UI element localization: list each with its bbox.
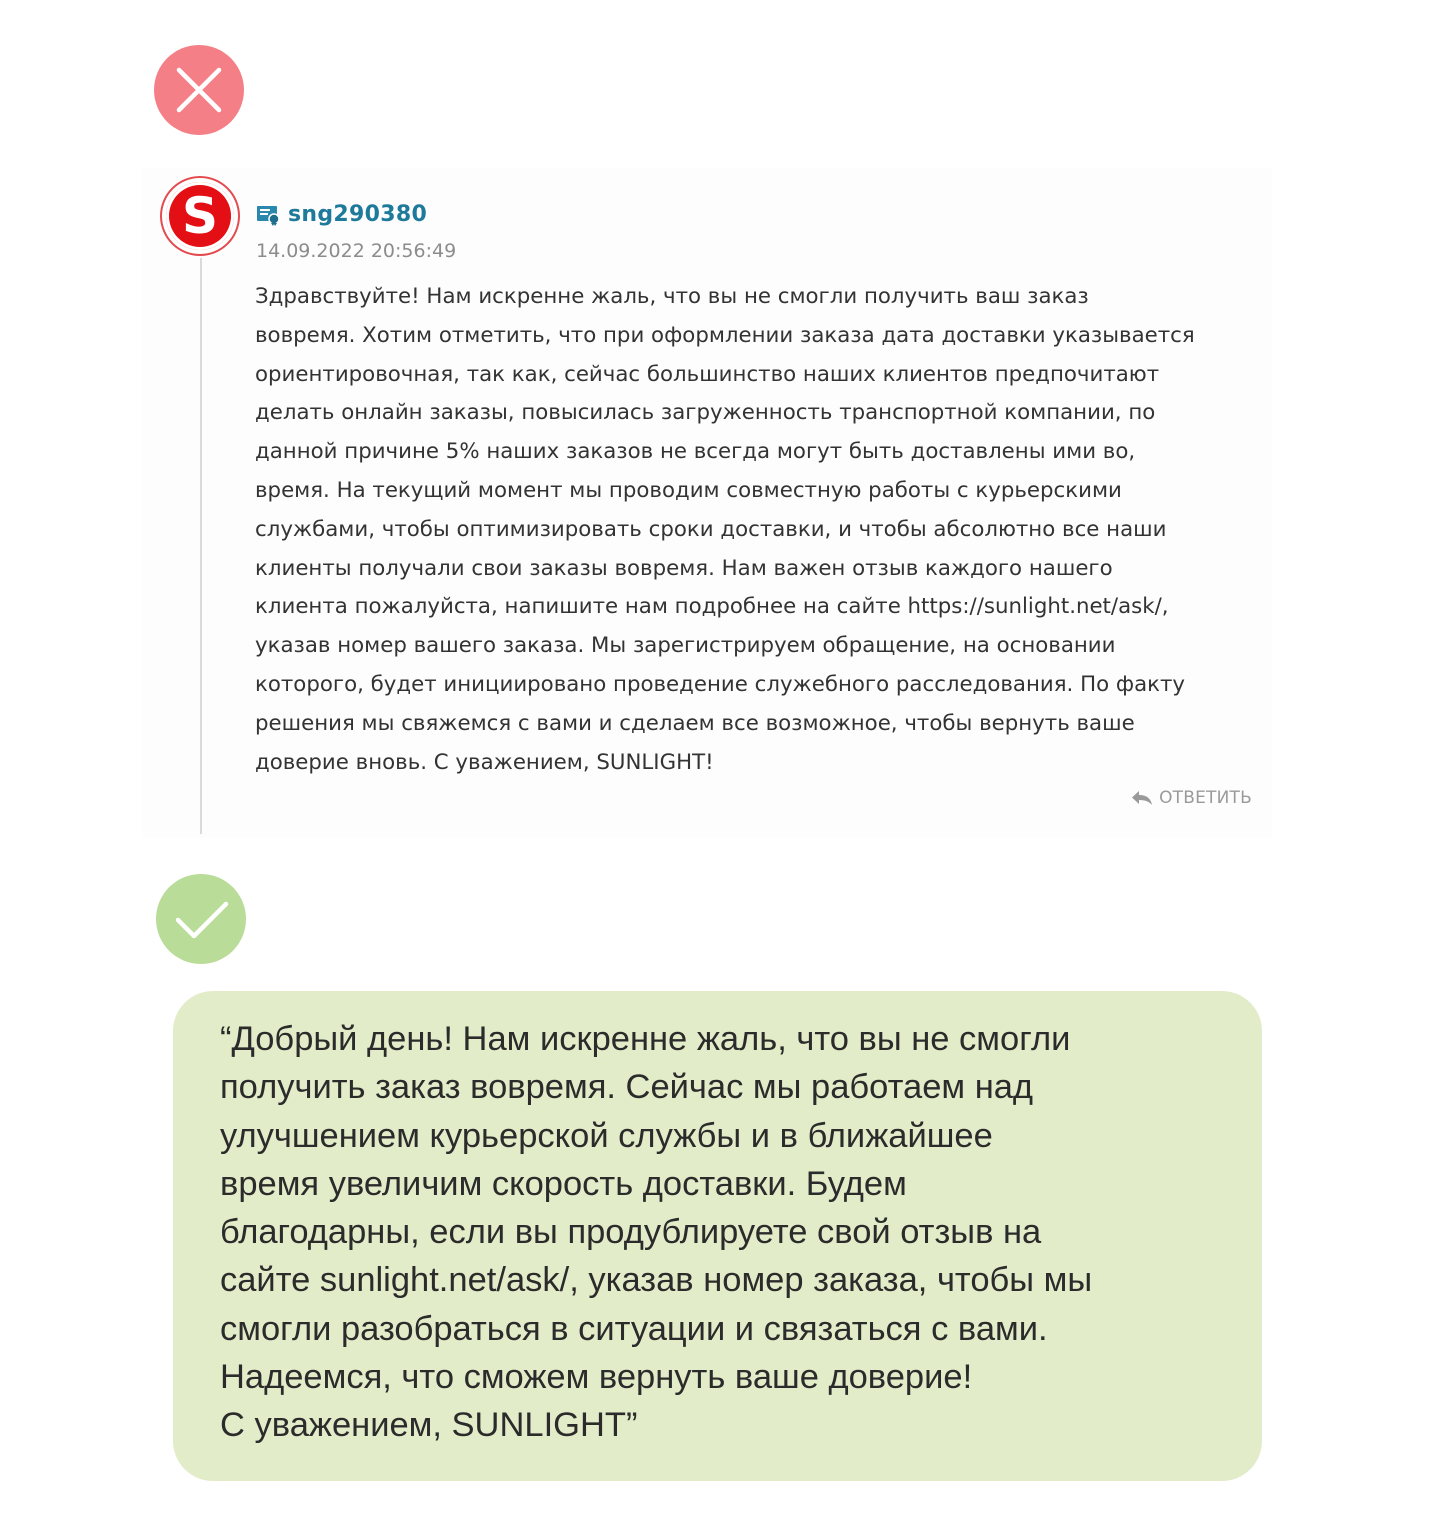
check-icon <box>156 874 246 964</box>
thread-line <box>200 258 202 834</box>
certificate-icon <box>256 204 282 226</box>
bad-example-badge <box>154 45 244 135</box>
avatar[interactable] <box>160 176 240 256</box>
reply-button[interactable] <box>1131 788 1252 808</box>
review-text: Здравствуйте! Нам искренне жаль, что вы не смогли получить ваш заказ вовремя. Хотим отметить, что при оформлении заказа дата доставки указывается ориентировочная, так как, сейчас большинство наших клиентов предпочитают делать онлайн заказы, повысилась загруженность транспортной компании, по данной причине 5% наших заказов не всегда могут быть доставлены ими во, время. На текущий момент мы проводим совместную работы с курьерскими службами, чтобы оптимизировать сроки доставки, и чтобы абсолютно все наши клиенты получали свои заказы вовремя. Нам важен отзыв каждого нашего клиента пожалуйста, напишите нам подробнее на сайте https://sunlight.net/ask/, указав номер вашего заказа. Мы зарегистрируем обращение, на основании которого, будет инициировано проведение служебного расследования. По факту решения мы свяжемся с вами и сделаем все возможное, чтобы вернуть ваше доверие вновь. С уважением, SUNLIGHT! <box>255 284 1195 775</box>
author-name[interactable]: sng290380 <box>288 202 428 227</box>
avatar-letter: S <box>166 182 234 250</box>
reply-icon <box>1131 790 1153 806</box>
author-row <box>256 202 427 227</box>
close-icon <box>154 45 244 135</box>
good-example-badge <box>156 874 246 964</box>
review-card <box>142 168 1272 838</box>
reply-label: ОТВЕТИТЬ <box>1159 788 1252 808</box>
review-timestamp: 14.09.2022 20:56:49 <box>256 240 457 262</box>
suggested-reply-text: “Добрый день! Нам искренне жаль, что вы не смогли получить заказ вовремя. Сейчас мы работаем над улучшением курьерской службы и в ближайшее время увеличим скорость доставки. Будем благодарны, если вы продублируете свой отзыв на сайте sunlight.net/ask/, указав номер заказа, чтобы мы смогли разобраться в ситуации и связаться с вами. Надеемся, что сможем вернуть ваше доверие! С уважением, SUNLIGHT” <box>220 1020 1093 1445</box>
suggested-reply-box <box>173 991 1262 1481</box>
